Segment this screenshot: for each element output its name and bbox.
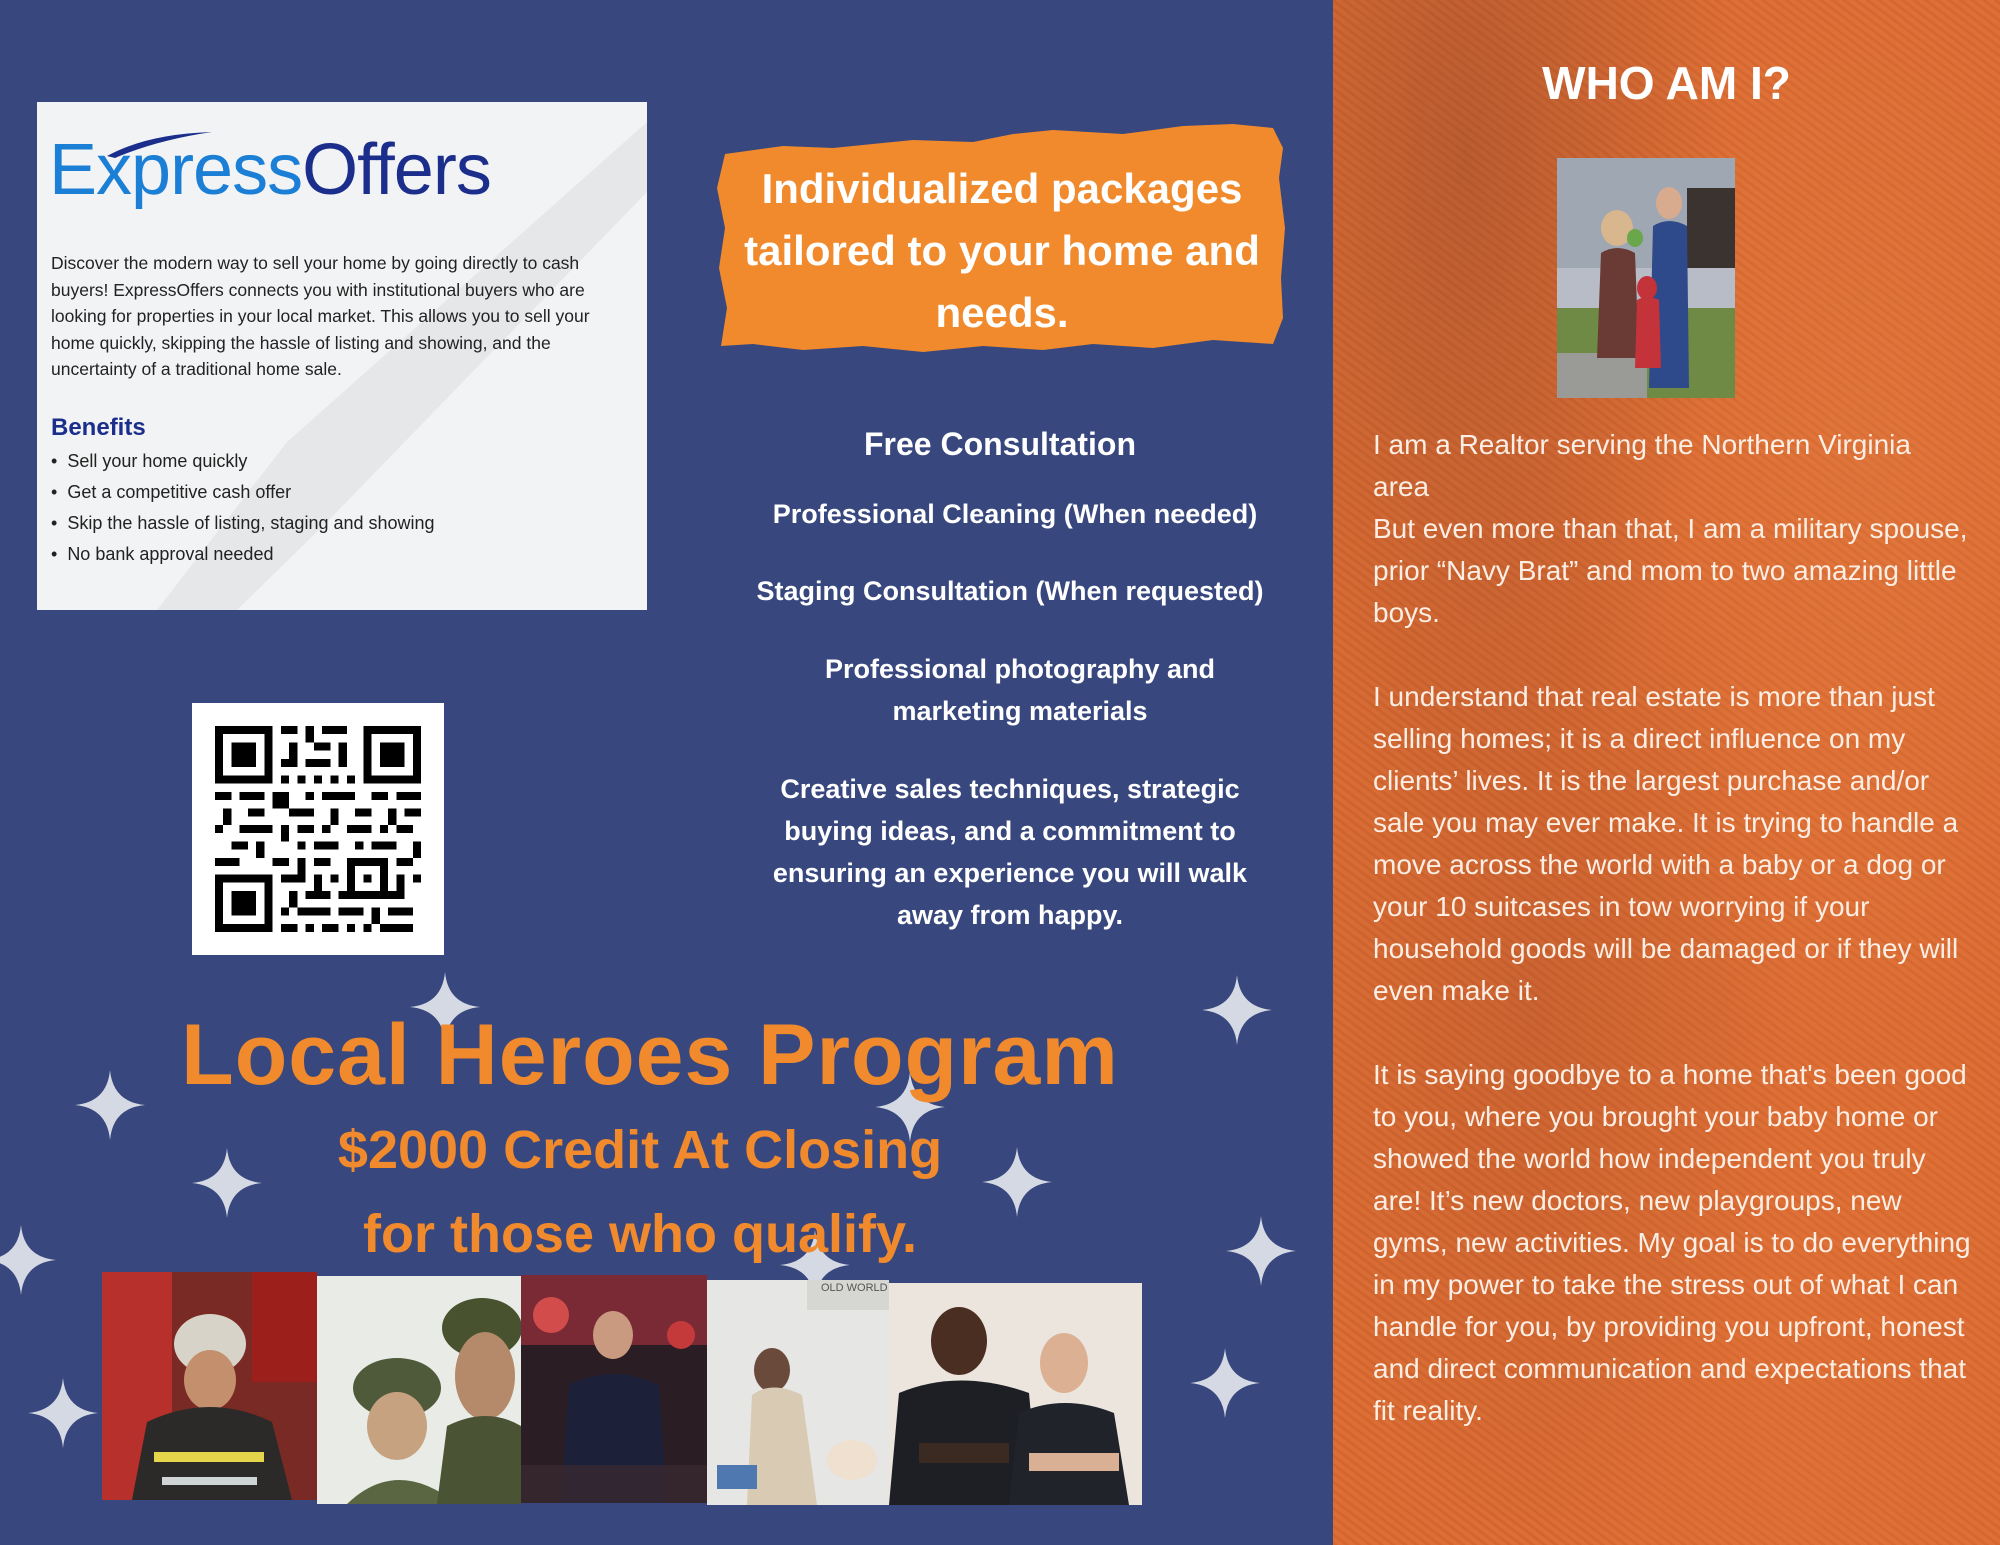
service-item: Staging Consultation (When requested) <box>756 576 1264 606</box>
who-am-i-title: WHO AM I? <box>1542 57 1791 109</box>
benefit-item: • Skip the hassle of listing, staging and showing <box>51 508 435 539</box>
banner-text: Individualized packages tailored to your home and needs. <box>744 165 1260 336</box>
soldiers-photo <box>317 1276 521 1504</box>
star-icon <box>28 1378 98 1448</box>
qr-code-icon <box>215 726 421 932</box>
star-icon <box>75 1070 145 1140</box>
benefit-item: • Sell your home quickly <box>51 446 435 477</box>
qualify-line: for those who qualify. <box>362 1204 917 1264</box>
free-consultation-title: Free Consultation <box>863 426 1136 462</box>
service-item: Professional Cleaning (When needed) <box>772 499 1258 529</box>
teacher-photo <box>707 1280 889 1505</box>
logo-swoosh-icon <box>97 130 217 160</box>
benefits-list <box>51 446 435 570</box>
service-item: Creative sales techniques, strategic buying ideas, and a commitment to ensuring an experience you will walk away from happy. <box>772 774 1248 930</box>
express-offers-card <box>37 102 647 610</box>
qr-code[interactable] <box>192 703 444 955</box>
star-icon <box>1190 1348 1260 1418</box>
paramedic-photo <box>521 1275 707 1503</box>
credit-line: $2000 Credit At Closing <box>337 1120 943 1180</box>
star-icon <box>1226 1216 1296 1286</box>
express-offers-logo: ExpressOffers <box>49 130 491 210</box>
family-photo <box>1557 158 1735 398</box>
benefit-item: • No bank approval needed <box>51 539 435 570</box>
service-item: Professional photography and marketing materials <box>824 654 1216 726</box>
benefits-heading: Benefits <box>51 414 146 441</box>
old-world-sign: OLD WORLD <box>821 1282 888 1294</box>
right-panel <box>1333 0 2000 1545</box>
credit-text <box>220 1108 1060 1276</box>
firefighter-photo <box>102 1272 317 1500</box>
packages-banner <box>713 118 1291 358</box>
express-offers-description: Discover the modern way to sell your home by going directly to cash buyers! ExpressOffers connects you with institutional buyers who are looking for properties in your local market. This allows you to sell your home quickly, skipping the hassle of listing and showing, and the uncertainty of a traditional home sale. <box>51 253 590 379</box>
police-officers-photo <box>889 1283 1142 1505</box>
local-heroes-title: Local Heroes Program <box>181 1007 1119 1103</box>
star-icon <box>1202 975 1272 1045</box>
benefit-item: • Get a competitive cash offer <box>51 477 435 508</box>
star-icon <box>0 1225 56 1295</box>
bio-text: I am a Realtor serving the Northern Virginia area But even more than that, I am a military spouse, prior “Navy Brat” and mom to two amazing little boys. I understand that real estate is more than just selling homes; it is a direct influence on my clients’ lives. It is the largest purchase and/or sale you may ever make. It is trying to handle a move across the world with a baby or a dog or your 10 suitcases in tow worrying if your household goods will be damaged or if they will even make it. It is saying goodbye to a home that's been good to you, where you brought your baby home or showed the world how independent you truly are! It’s new doctors, new playgroups, new gyms, new activities. My goal is to do everything in my power to take the stress out of what I can handle for you, by providing you upfront, honest and direct communication and expectations that fit reality. <box>1373 429 1971 1426</box>
